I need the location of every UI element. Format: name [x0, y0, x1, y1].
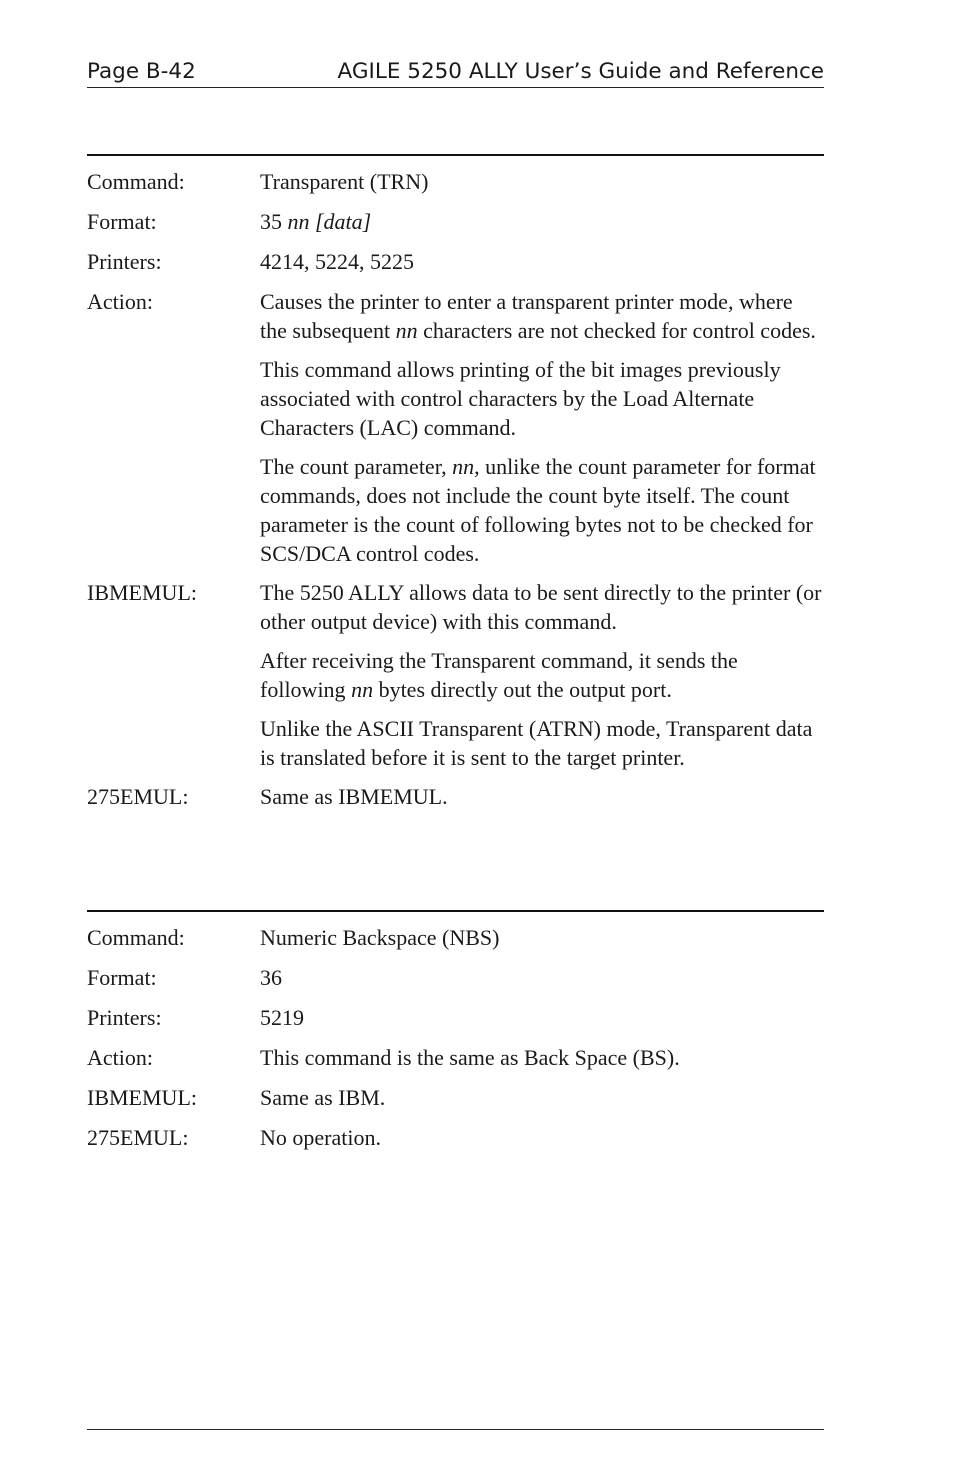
ibmemul-text: [260, 578, 824, 782]
command-name: Numeric Backspace (NBS): [260, 925, 500, 950]
ibmemul-paragraph: After receiving the Transparent command, it sends the following nn bytes directly out the output port.: [260, 648, 738, 702]
command-label: Command:: [87, 925, 185, 950]
action-label: Action:: [87, 289, 153, 314]
275emul-value: Same as IBMEMUL.: [260, 784, 448, 809]
ibmemul-paragraph: The 5250 ALLY allows data to be sent directly to the printer (or other output device) with this command.: [260, 580, 822, 634]
275emul-row: [87, 782, 824, 811]
format-code: 35: [260, 209, 288, 234]
printers-value: 4214, 5224, 5225: [260, 249, 414, 274]
ibmemul-value: Same as IBM.: [260, 1085, 386, 1110]
format-label: Format:: [87, 965, 157, 990]
action-text: [260, 287, 824, 578]
document-title: AGILE 5250 ALLY User’s Guide and Reference: [337, 59, 824, 84]
275emul-row: [87, 1123, 824, 1152]
command-row: [87, 923, 824, 952]
section-divider: [87, 910, 824, 912]
format-label: Format:: [87, 209, 157, 234]
action-text: This command is the same as Back Space (BS).: [260, 1045, 680, 1070]
action-label: Action:: [87, 1045, 153, 1070]
format-row: [87, 207, 824, 236]
printers-row: [87, 1003, 824, 1032]
format-value: [260, 207, 824, 236]
command-row: [87, 167, 824, 196]
command-name: Transparent (TRN): [260, 169, 429, 194]
action-paragraph: Causes the printer to enter a transparent printer mode, where the subsequent nn characters are not checked for control codes.: [260, 289, 816, 343]
ibmemul-label: IBMEMUL:: [87, 580, 197, 605]
printers-label: Printers:: [87, 249, 162, 274]
printers-label: Printers:: [87, 1005, 162, 1030]
format-value: 36: [260, 965, 282, 990]
printers-value: 5219: [260, 1005, 304, 1030]
format-params: nn [data]: [287, 209, 372, 234]
action-paragraph: This command allows printing of the bit images previously associated with control characters by the Load Alternate Characters (LAC) command.: [260, 357, 781, 440]
ibmemul-row: [87, 578, 824, 782]
page-number: Page B-42: [87, 59, 196, 84]
command-label: Command:: [87, 169, 185, 194]
275emul-label: 275EMUL:: [87, 784, 189, 809]
action-row: [87, 1043, 824, 1072]
command-block-nbs: [87, 910, 824, 1163]
section-divider: [87, 154, 824, 156]
printers-row: [87, 247, 824, 276]
action-paragraph: The count parameter, nn, unlike the count parameter for format commands, does not include the count byte itself. The count parameter is the count of following bytes not to be checked for SCS/DCA control codes.: [260, 454, 816, 566]
format-row: [87, 963, 824, 992]
ibmemul-row: [87, 1083, 824, 1112]
command-block-trn: [87, 154, 824, 822]
footer-divider: [87, 1429, 824, 1430]
action-row: [87, 287, 824, 578]
ibmemul-label: IBMEMUL:: [87, 1085, 197, 1110]
page-header: [87, 57, 824, 88]
ibmemul-paragraph: Unlike the ASCII Transparent (ATRN) mode, Transparent data is translated before it is sent to the target printer.: [260, 716, 813, 770]
275emul-label: 275EMUL:: [87, 1125, 189, 1150]
275emul-value: No operation.: [260, 1125, 381, 1150]
